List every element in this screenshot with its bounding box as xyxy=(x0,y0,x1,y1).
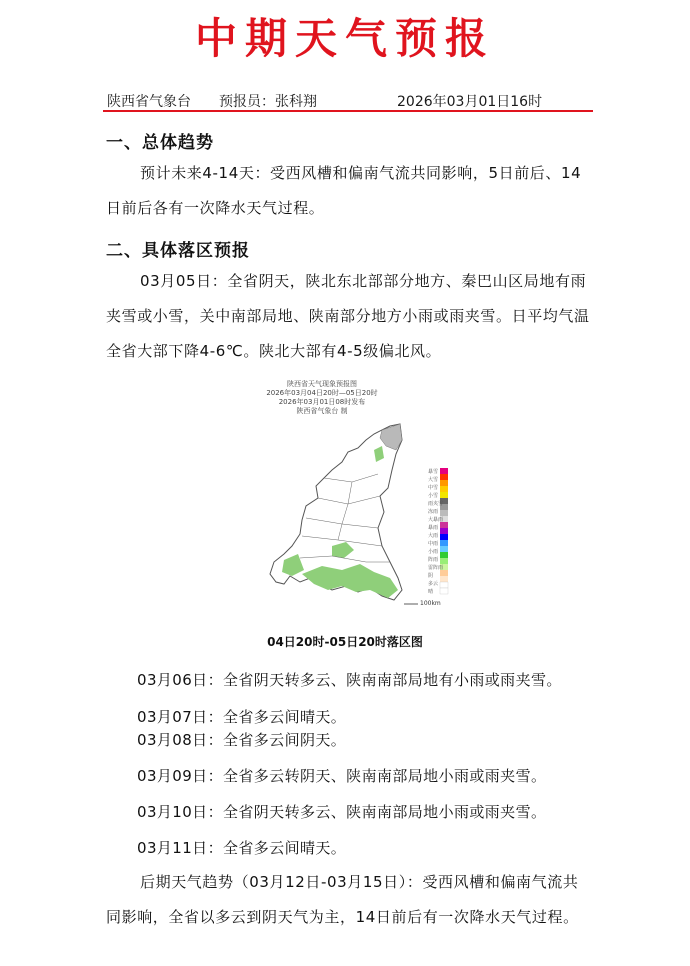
legend-label: 雨夹雪 xyxy=(428,501,444,507)
day5-paragraph: 03月05日：全省阴天，陕北东北部部分地方、秦巴山区局地有雨夹雪或小雪，关中南部局地、陕南部分地方小雨或雨夹雪。日平均气温全省大部下降4-6℃。陕北大部有4-5级偏北风。 xyxy=(106,272,590,360)
forecaster-name: 预报员：张科翔 xyxy=(219,94,317,110)
map-legend-labels xyxy=(428,468,444,598)
legend-label: 阵雨 xyxy=(428,557,439,563)
page-title: 中期天气预报 xyxy=(194,14,495,63)
map-title-3: 2026年03月01日08时发布 xyxy=(278,398,366,406)
legend-label: 雷阵雨 xyxy=(428,565,444,571)
forecast-day-07: 03月07日：全省多云间晴天。 xyxy=(137,708,347,726)
legend-label: 大暴雨 xyxy=(428,517,444,523)
overview-paragraph: 预计未来4-14天：受西风槽和偏南气流共同影响，5日前后、14日前后各有一次降水天气过程。 xyxy=(106,164,582,217)
section-heading-detail: 二、具体落区预报 xyxy=(106,241,250,261)
legend-label: 小雨 xyxy=(428,549,439,555)
legend-label: 中雨 xyxy=(428,541,439,547)
legend-bar xyxy=(440,468,448,594)
legend-label: 暴雨 xyxy=(428,525,439,531)
agency-name: 陕西省气象台 xyxy=(107,94,191,110)
legend-label: 大雨 xyxy=(428,533,439,539)
map-title-1: 陕西省天气现象预报图 xyxy=(287,380,357,388)
map-title-2: 2026年03月04日20时—05日20时 xyxy=(266,389,378,397)
section-heading-overview: 一、总体趋势 xyxy=(106,133,214,153)
legend-label: 中雪 xyxy=(428,485,439,491)
map-title-4: 陕西省气象台 制 xyxy=(296,407,348,415)
legend-label: 小雪 xyxy=(428,493,439,499)
legend-label: 阴 xyxy=(428,573,434,579)
issue-time: 2026年03月01日16时 xyxy=(397,94,543,110)
byline xyxy=(107,91,587,111)
forecast-day-11: 03月11日：全省多云间晴天。 xyxy=(137,839,347,857)
legend-label: 晴 xyxy=(428,589,434,595)
legend-label: 大雪 xyxy=(428,477,439,483)
legend-label: 多云 xyxy=(428,581,439,587)
header-rule xyxy=(103,110,593,112)
weather-map xyxy=(262,378,467,613)
later-trend-paragraph: 后期天气趋势（03月12日-03月15日）：受西风槽和偏南气流共同影响，全省以多云到阴天气为主，14日前后有一次降水天气过程。 xyxy=(106,873,579,926)
legend-label: 冻雨 xyxy=(428,509,439,515)
scale-label: 100km xyxy=(420,600,441,607)
map-caption: 04日20时-05日20时落区图 xyxy=(267,635,423,649)
forecast-day-06: 03月06日：全省阴天转多云、陕南南部局地有小雨或雨夹雪。 xyxy=(137,671,562,689)
forecast-day-08: 03月08日：全省多云间阴天。 xyxy=(137,731,347,749)
legend-label: 暴雪 xyxy=(428,469,439,475)
forecast-day-09: 03月09日：全省多云转阴天、陕南南部局地小雨或雨夹雪。 xyxy=(137,767,547,785)
forecast-day-10: 03月10日：全省阴天转多云、陕南南部局地小雨或雨夹雪。 xyxy=(137,803,547,821)
